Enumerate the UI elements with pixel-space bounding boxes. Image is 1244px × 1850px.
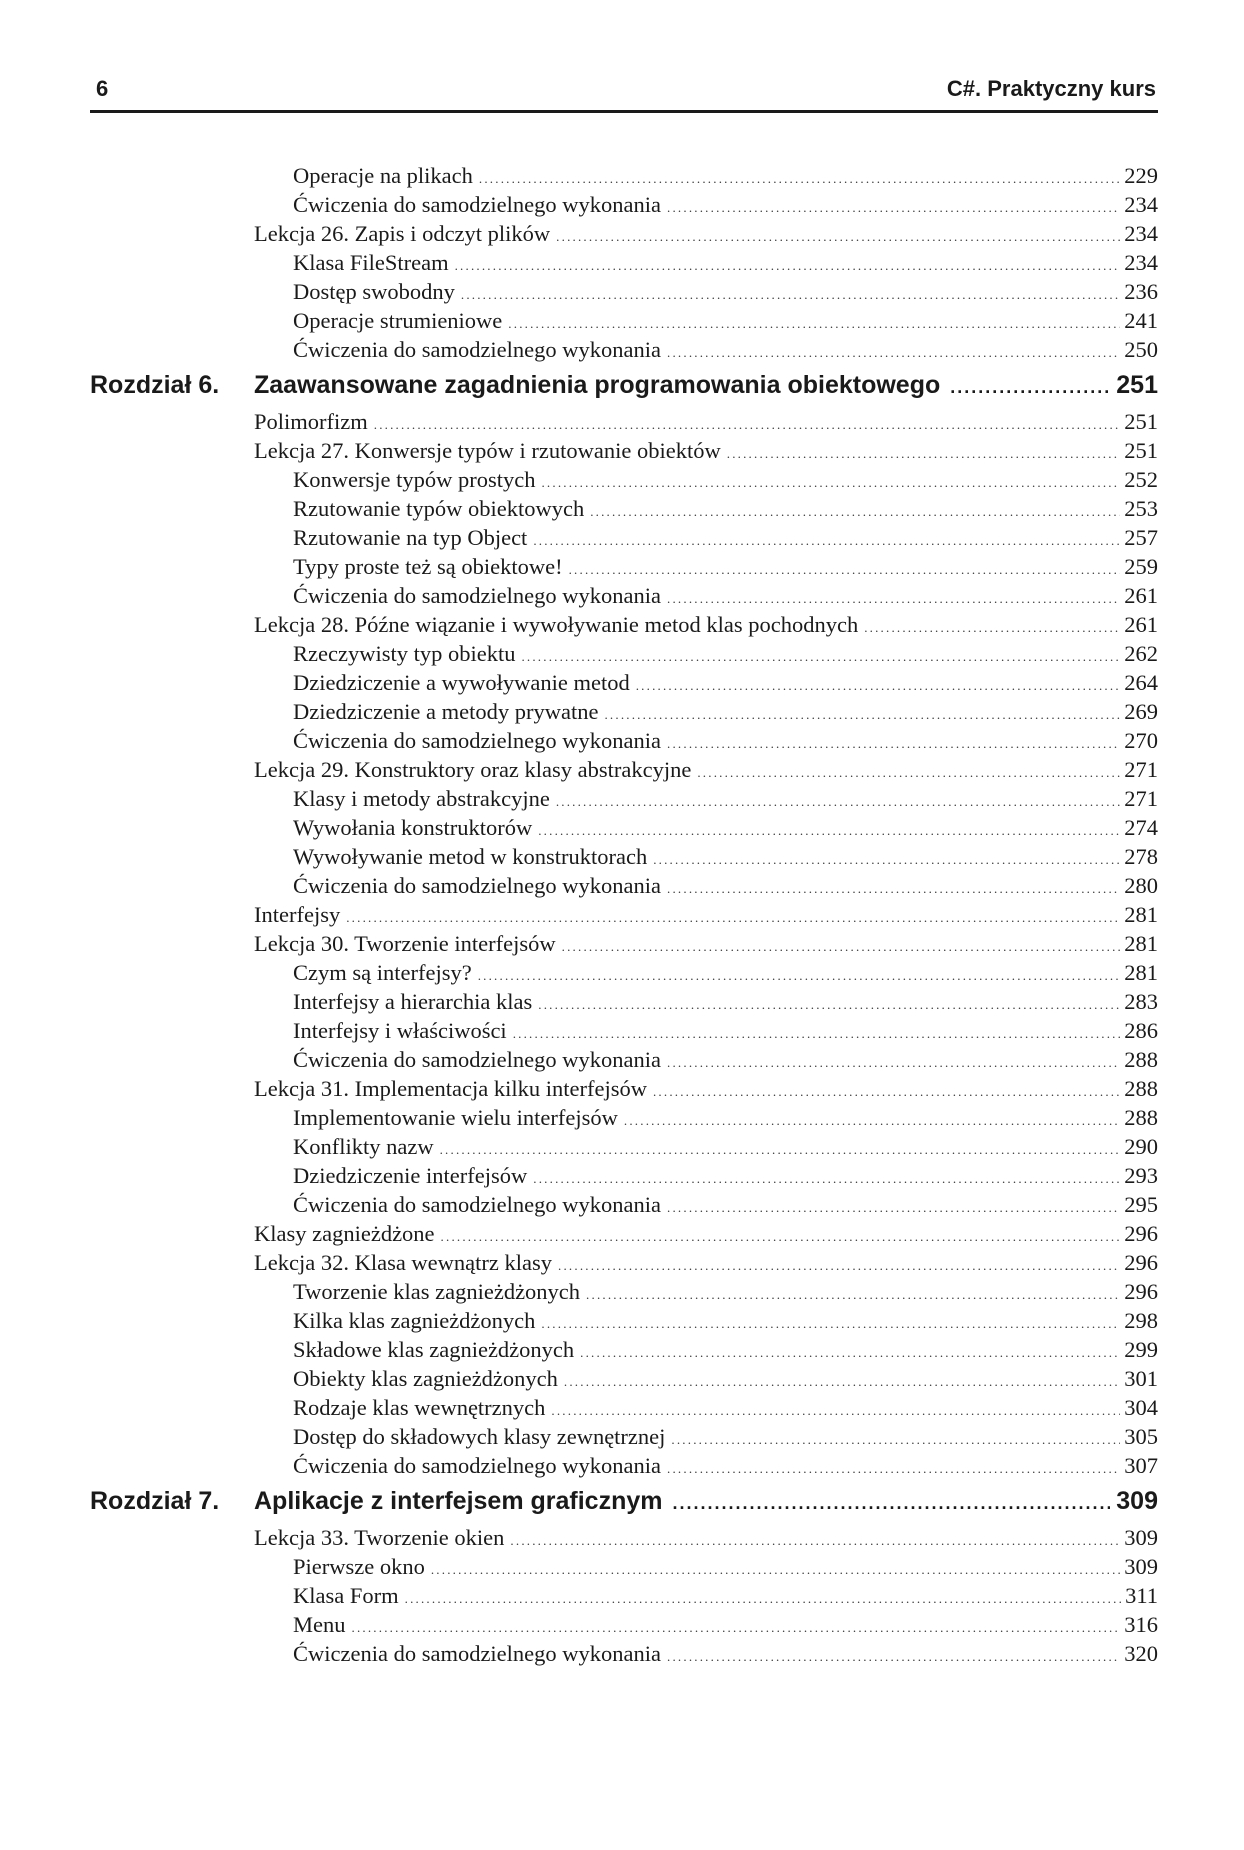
toc-entry-page: 250 — [1124, 337, 1158, 362]
toc-subsection-entry — [90, 1277, 1158, 1306]
dot-leader — [667, 584, 1120, 613]
toc-subsection-entry — [90, 1422, 1158, 1451]
toc-entry-page: 262 — [1124, 641, 1158, 666]
toc-section-entry — [90, 407, 1158, 436]
toc-subsection-entry — [90, 306, 1158, 335]
toc-subsection-entry — [90, 161, 1158, 190]
toc-subsection-entry — [90, 1451, 1158, 1480]
toc-entry-title: Klasa FileStream — [293, 250, 449, 275]
toc-entry-page: 251 — [1116, 371, 1158, 399]
toc-entry-title: Konwersje typów prostych — [293, 467, 536, 492]
toc-entry-title: Ćwiczenia do samodzielnego wykonania — [293, 1641, 662, 1666]
toc-subsection-entry — [90, 1016, 1158, 1045]
toc-subsection-entry — [90, 1335, 1158, 1364]
toc-entry-title: Składowe klas zagnieżdżonych — [293, 1337, 575, 1362]
toc-entry-page: 311 — [1125, 1583, 1158, 1608]
dot-leader — [478, 961, 1121, 990]
toc-section-entry — [90, 755, 1158, 784]
toc-subsection-entry — [90, 552, 1158, 581]
toc-entry-title: Interfejsy — [254, 902, 341, 927]
toc-section-entry — [90, 929, 1158, 958]
toc-entry-page: 286 — [1124, 1018, 1158, 1043]
dot-leader — [533, 1164, 1120, 1193]
toc-entry-title: Ćwiczenia do samodzielnego wykonania — [293, 728, 662, 753]
toc-entry-page: 304 — [1124, 1395, 1158, 1420]
toc-entry-page: 293 — [1124, 1163, 1158, 1188]
toc-entry-page: 301 — [1124, 1366, 1158, 1391]
toc-entry-title: Operacje strumieniowe — [293, 308, 503, 333]
toc-entry-page: 283 — [1124, 989, 1158, 1014]
toc-subsection-entry — [90, 1610, 1158, 1639]
dot-leader — [653, 845, 1120, 874]
toc-entry-title: Lekcja 33. Tworzenie okien — [254, 1525, 505, 1550]
table-of-contents — [90, 161, 1158, 1668]
toc-entry-title: Menu — [293, 1612, 346, 1637]
dot-leader — [667, 338, 1120, 367]
toc-entry-title: Wywoływanie metod w konstruktorach — [293, 844, 648, 869]
toc-entry-title: Ćwiczenia do samodzielnego wykonania — [293, 583, 662, 608]
toc-entry-title: Klasa Form — [293, 1583, 399, 1608]
toc-section-entry — [90, 436, 1158, 465]
dot-leader — [541, 1309, 1120, 1338]
dot-leader — [667, 874, 1120, 903]
toc-section-entry — [90, 900, 1158, 929]
dot-leader — [580, 1338, 1120, 1367]
toc-entry-page: 280 — [1124, 873, 1158, 898]
dot-leader — [950, 366, 1110, 409]
toc-entry-title: Lekcja 28. Późne wiązanie i wywoływanie metod klas pochodnych — [254, 612, 859, 637]
toc-entry-page: 281 — [1124, 902, 1158, 927]
toc-subsection-entry — [90, 697, 1158, 726]
toc-entry-page: 234 — [1124, 250, 1158, 275]
toc-entry-title: Ćwiczenia do samodzielnego wykonania — [293, 873, 662, 898]
toc-subsection-entry — [90, 1581, 1158, 1610]
toc-entry-title: Lekcja 27. Konwersje typów i rzutowanie obiektów — [254, 438, 721, 463]
toc-subsection-entry — [90, 335, 1158, 364]
toc-subsection-entry — [90, 1639, 1158, 1668]
toc-entry-page: 234 — [1124, 192, 1158, 217]
toc-entry-page: 234 — [1124, 221, 1158, 246]
toc-entry-title: Aplikacje z interfejsem graficznym — [254, 1487, 663, 1515]
dot-leader — [667, 1048, 1120, 1077]
toc-entry-page: 307 — [1124, 1453, 1158, 1478]
toc-subsection-entry — [90, 1190, 1158, 1219]
dot-leader — [521, 642, 1120, 671]
dot-leader — [440, 1135, 1121, 1164]
toc-entry-title: Rzeczywisty typ obiektu — [293, 641, 516, 666]
toc-subsection-entry — [90, 1103, 1158, 1132]
toc-entry-page: 270 — [1124, 728, 1158, 753]
dot-leader — [352, 1613, 1121, 1642]
toc-entry-page: 271 — [1124, 757, 1158, 782]
toc-entry-page: 296 — [1124, 1221, 1158, 1246]
toc-entry-page: 251 — [1124, 409, 1158, 434]
dot-leader — [374, 410, 1121, 439]
dot-leader — [562, 932, 1121, 961]
toc-entry-page: 261 — [1124, 583, 1158, 608]
toc-subsection-entry — [90, 1161, 1158, 1190]
dot-leader — [558, 1251, 1120, 1280]
toc-entry-title: Operacje na plikach — [293, 163, 473, 188]
toc-entry-page: 241 — [1124, 308, 1158, 333]
toc-entry-title: Lekcja 29. Konstruktory oraz klasy abstrakcyjne — [254, 757, 692, 782]
dot-leader — [586, 1280, 1120, 1309]
toc-section-entry — [90, 1219, 1158, 1248]
toc-entry-title: Ćwiczenia do samodzielnego wykonania — [293, 337, 662, 362]
dot-leader — [533, 526, 1120, 555]
dot-leader — [455, 251, 1121, 280]
toc-entry-title: Wywołania konstruktorów — [293, 815, 533, 840]
toc-subsection-entry — [90, 639, 1158, 668]
toc-subsection-entry — [90, 248, 1158, 277]
dot-leader — [569, 555, 1121, 584]
toc-entry-page: 298 — [1124, 1308, 1158, 1333]
dot-leader — [346, 903, 1120, 932]
toc-subsection-entry — [90, 871, 1158, 900]
toc-subsection-entry — [90, 1552, 1158, 1581]
toc-entry-page: 229 — [1124, 163, 1158, 188]
toc-entry-title: Rzutowanie na typ Object — [293, 525, 528, 550]
toc-entry-page: 316 — [1124, 1612, 1158, 1637]
dot-leader — [513, 1019, 1121, 1048]
toc-subsection-entry — [90, 465, 1158, 494]
toc-entry-page: 278 — [1124, 844, 1158, 869]
toc-entry-title: Lekcja 26. Zapis i odczyt plików — [254, 221, 551, 246]
toc-entry-title: Dziedziczenie a metody prywatne — [293, 699, 599, 724]
toc-section-entry — [90, 1523, 1158, 1552]
toc-entry-page: 296 — [1124, 1250, 1158, 1275]
toc-subsection-entry — [90, 842, 1158, 871]
dot-leader — [636, 671, 1121, 700]
toc-entry-page: 269 — [1124, 699, 1158, 724]
toc-entry-title: Dostęp do składowych klasy zewnętrznej — [293, 1424, 666, 1449]
toc-subsection-entry — [90, 668, 1158, 697]
chapter-label: Rozdział 7. — [90, 1487, 220, 1515]
toc-entry-title: Kilka klas zagnieżdżonych — [293, 1308, 536, 1333]
dot-leader — [556, 787, 1120, 816]
toc-entry-title: Polimorfizm — [254, 409, 368, 434]
toc-subsection-entry — [90, 784, 1158, 813]
toc-entry-page: 305 — [1124, 1424, 1158, 1449]
dot-leader — [667, 1193, 1120, 1222]
toc-entry-page: 261 — [1124, 612, 1158, 637]
toc-entry-title: Rodzaje klas wewnętrznych — [293, 1395, 546, 1420]
dot-leader — [671, 1425, 1120, 1454]
toc-subsection-entry — [90, 190, 1158, 219]
dot-leader — [590, 497, 1120, 526]
toc-subsection-entry — [90, 813, 1158, 842]
dot-leader — [667, 193, 1120, 222]
dot-leader — [556, 222, 1120, 251]
dot-leader — [667, 729, 1120, 758]
dot-leader — [653, 1077, 1120, 1106]
toc-entry-page: 271 — [1124, 786, 1158, 811]
toc-entry-title: Czym są interfejsy? — [293, 960, 472, 985]
toc-entry-title: Ćwiczenia do samodzielnego wykonania — [293, 1192, 662, 1217]
toc-entry-title: Ćwiczenia do samodzielnego wykonania — [293, 1047, 662, 1072]
toc-entry-title: Typy proste też są obiektowe! — [293, 554, 563, 579]
toc-entry-page: 320 — [1124, 1641, 1158, 1666]
toc-subsection-entry — [90, 523, 1158, 552]
toc-entry-title: Dziedziczenie a wywoływanie metod — [293, 670, 630, 695]
running-header — [90, 76, 1158, 113]
toc-entry-page: 288 — [1124, 1105, 1158, 1130]
dot-leader — [441, 1222, 1121, 1251]
dot-leader — [461, 280, 1120, 309]
toc-entry-page: 274 — [1124, 815, 1158, 840]
dot-leader — [667, 1454, 1120, 1483]
toc-entry-title: Pierwsze okno — [293, 1554, 425, 1579]
toc-entry-title: Lekcja 31. Implementacja kilku interfejsów — [254, 1076, 647, 1101]
toc-entry-title: Klasy i metody abstrakcyjne — [293, 786, 550, 811]
toc-entry-title: Klasy zagnieżdżone — [254, 1221, 435, 1246]
toc-entry-page: 236 — [1124, 279, 1158, 304]
toc-entry-page: 309 — [1124, 1554, 1158, 1579]
toc-entry-page: 290 — [1124, 1134, 1158, 1159]
toc-chapter-heading — [90, 1480, 1158, 1523]
dot-leader — [510, 1526, 1120, 1555]
toc-entry-page: 264 — [1124, 670, 1158, 695]
page-number: 6 — [96, 76, 109, 101]
book-title: C#. Praktyczny kurs — [946, 76, 1156, 101]
dot-leader — [667, 1642, 1120, 1671]
toc-entry-title: Tworzenie klas zagnieżdżonych — [293, 1279, 581, 1304]
toc-subsection-entry — [90, 1364, 1158, 1393]
dot-leader — [538, 990, 1120, 1019]
chapter-label: Rozdział 6. — [90, 371, 220, 399]
toc-entry-title: Ćwiczenia do samodzielnego wykonania — [293, 1453, 662, 1478]
toc-entry-page: 296 — [1124, 1279, 1158, 1304]
toc-entry-page: 295 — [1124, 1192, 1158, 1217]
toc-entry-page: 259 — [1124, 554, 1158, 579]
dot-leader — [697, 758, 1120, 787]
toc-entry-title: Dostęp swobodny — [293, 279, 455, 304]
toc-section-entry — [90, 1248, 1158, 1277]
toc-entry-title: Konflikty nazw — [293, 1134, 434, 1159]
toc-subsection-entry — [90, 726, 1158, 755]
toc-entry-title: Obiekty klas zagnieżdżonych — [293, 1366, 558, 1391]
dot-leader — [624, 1106, 1120, 1135]
toc-entry-page: 257 — [1124, 525, 1158, 550]
toc-entry-title: Interfejsy i właściwości — [293, 1018, 507, 1043]
dot-leader — [672, 1482, 1110, 1525]
toc-entry-title: Lekcja 30. Tworzenie interfejsów — [254, 931, 556, 956]
toc-section-entry — [90, 610, 1158, 639]
toc-section-entry — [90, 1074, 1158, 1103]
toc-entry-title: Ćwiczenia do samodzielnego wykonania — [293, 192, 662, 217]
toc-subsection-entry — [90, 987, 1158, 1016]
toc-entry-title: Rzutowanie typów obiektowych — [293, 496, 585, 521]
dot-leader — [551, 1396, 1120, 1425]
dot-leader — [405, 1584, 1121, 1613]
toc-entry-page: 309 — [1124, 1525, 1158, 1550]
dot-leader — [508, 309, 1120, 338]
dot-leader — [479, 164, 1120, 193]
toc-entry-page: 309 — [1116, 1487, 1158, 1515]
toc-subsection-entry — [90, 494, 1158, 523]
toc-entry-title: Implementowanie wielu interfejsów — [293, 1105, 618, 1130]
toc-subsection-entry — [90, 1045, 1158, 1074]
toc-entry-page: 281 — [1124, 960, 1158, 985]
toc-entry-page: 251 — [1124, 438, 1158, 463]
dot-leader — [538, 816, 1120, 845]
toc-subsection-entry — [90, 1132, 1158, 1161]
toc-entry-page: 288 — [1124, 1076, 1158, 1101]
toc-subsection-entry — [90, 1306, 1158, 1335]
dot-leader — [541, 468, 1120, 497]
toc-section-entry — [90, 219, 1158, 248]
toc-subsection-entry — [90, 277, 1158, 306]
toc-chapter-heading — [90, 364, 1158, 407]
toc-entry-page: 253 — [1124, 496, 1158, 521]
toc-subsection-entry — [90, 581, 1158, 610]
toc-subsection-entry — [90, 958, 1158, 987]
toc-entry-page: 281 — [1124, 931, 1158, 956]
toc-entry-title: Zaawansowane zagadnienia programowania obiektowego — [254, 371, 941, 399]
toc-entry-title: Interfejsy a hierarchia klas — [293, 989, 533, 1014]
toc-entry-title: Dziedziczenie interfejsów — [293, 1163, 528, 1188]
toc-subsection-entry — [90, 1393, 1158, 1422]
dot-leader — [864, 613, 1120, 642]
dot-leader — [564, 1367, 1120, 1396]
toc-entry-page: 299 — [1124, 1337, 1158, 1362]
dot-leader — [431, 1555, 1120, 1584]
dot-leader — [727, 439, 1121, 468]
toc-entry-page: 288 — [1124, 1047, 1158, 1072]
toc-entry-page: 252 — [1124, 467, 1158, 492]
dot-leader — [604, 700, 1120, 729]
toc-entry-title: Lekcja 32. Klasa wewnątrz klasy — [254, 1250, 553, 1275]
